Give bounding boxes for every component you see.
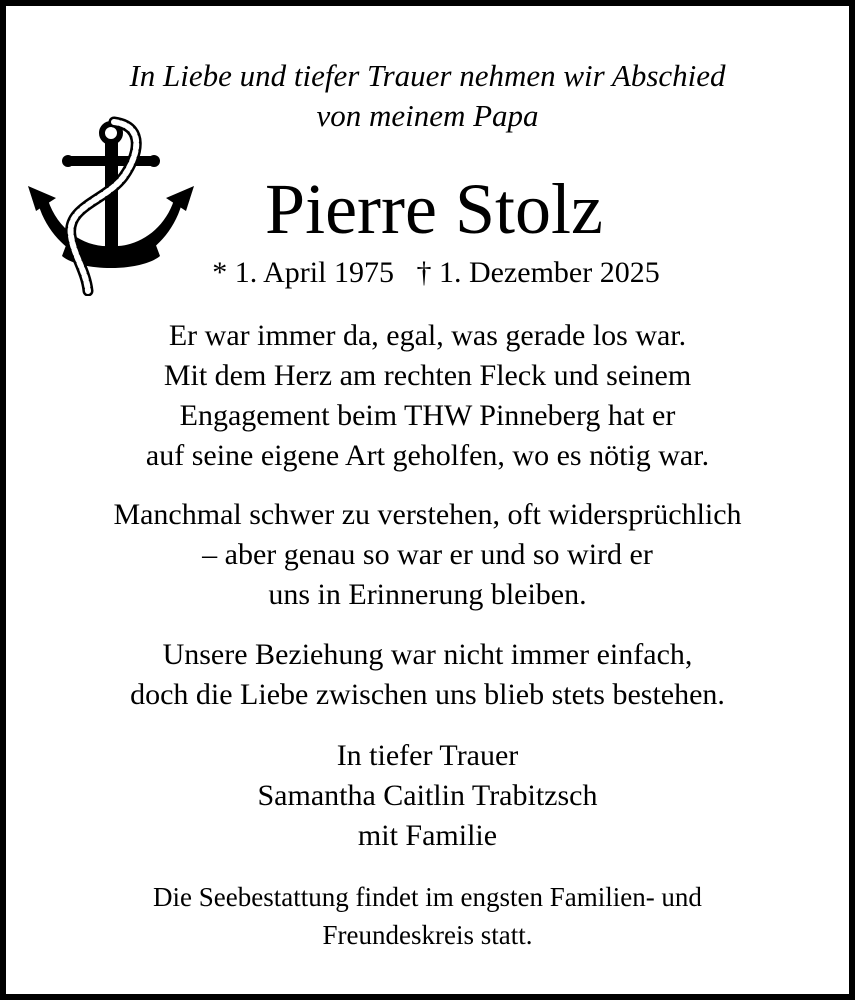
deceased-name: Pierre Stolz — [265, 169, 603, 249]
paragraph-1-line-2: Mit dem Herz am rechten Fleck und seinem — [163, 359, 692, 392]
intro-line-2: von meinem Papa — [316, 98, 539, 133]
paragraph-2-line-3: uns in Erinnerung bleiben. — [268, 578, 587, 611]
paragraph-3-line-1: Unsere Beziehung war nicht immer einfach, — [162, 638, 693, 671]
signature-line-3: mit Familie — [357, 819, 498, 852]
paragraph-2-line-2: – aber genau so war er und so wird er — [202, 538, 653, 571]
life-dates — [166, 256, 706, 290]
paragraph-1-line-3: Engagement beim THW Pinneberg hat er — [179, 399, 676, 432]
paragraph-1-line-4: auf seine eigene Art geholfen, wo es nötig war. — [145, 439, 710, 472]
signature-line-1: In tiefer Trauer — [336, 739, 519, 772]
death-date: † 1. Dezember 2025 — [416, 256, 660, 289]
intro-line-1: In Liebe und tiefer Trauer nehmen wir Abschied — [129, 58, 726, 93]
birth-date: * 1. April 1975 — [212, 256, 394, 289]
paragraph-2-line-1: Manchmal schwer zu verstehen, oft widersprüchlich — [113, 498, 742, 531]
signature-line-2: Samantha Caitlin Trabitzsch — [257, 779, 598, 812]
burial-note-line-1: Die Seebestattung findet im engsten Familien- und — [153, 882, 702, 912]
paragraph-3-line-2: doch die Liebe zwischen uns blieb stets bestehen. — [130, 678, 725, 711]
burial-note-line-2: Freundeskreis statt. — [322, 920, 533, 950]
paragraph-1-line-1: Er war immer da, egal, was gerade los war. — [168, 319, 687, 352]
